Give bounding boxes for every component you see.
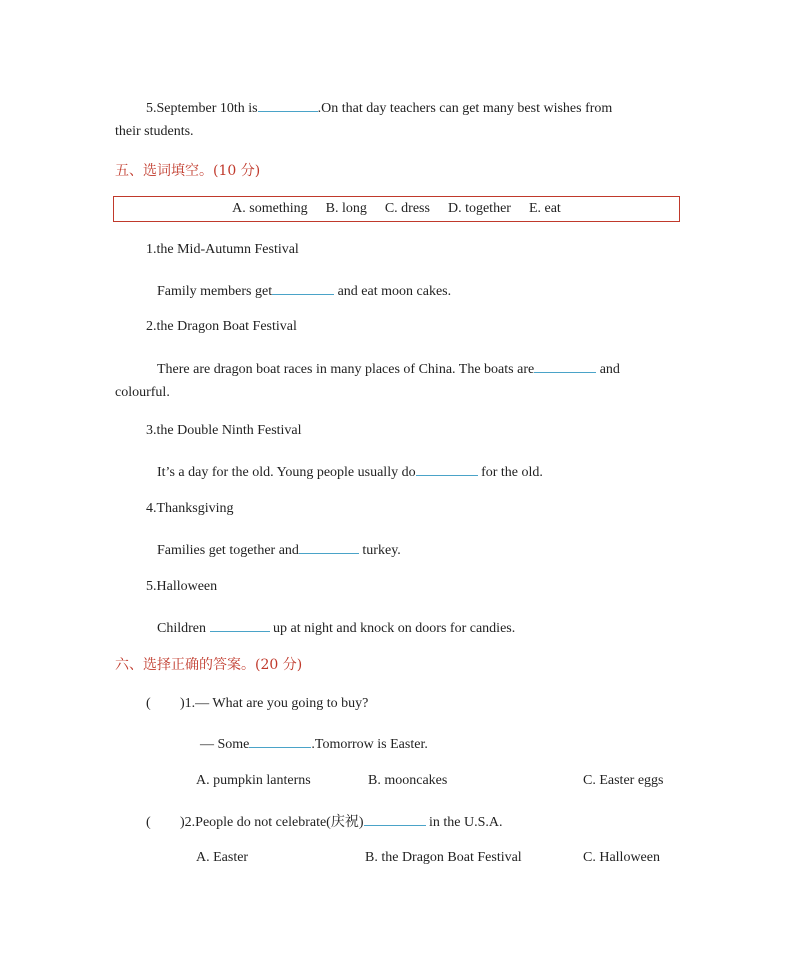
s6-q1-paren-close: ) bbox=[180, 696, 185, 711]
s6-q1-option-b[interactable]: B. mooncakes bbox=[368, 773, 448, 788]
s5-item3-sentence bbox=[157, 461, 543, 482]
s5-item4-blank[interactable] bbox=[299, 539, 359, 554]
s5-item3-post: for the old. bbox=[477, 465, 543, 480]
s6-q2-question bbox=[146, 811, 503, 832]
s5-item4-post: turkey. bbox=[358, 543, 401, 558]
s5-item5-sentence bbox=[157, 617, 515, 638]
s5-item5-blank[interactable] bbox=[210, 617, 270, 632]
s5-item2-blank[interactable] bbox=[534, 358, 596, 373]
s5-item3-title: 3.the Double Ninth Festival bbox=[146, 423, 302, 438]
word-option-e: E. eat bbox=[528, 201, 561, 216]
s5-item1-sentence bbox=[157, 280, 451, 301]
s5-item3-pre: It’s a day for the old. Young people usually do bbox=[157, 465, 416, 480]
s5-item3-blank[interactable] bbox=[416, 461, 478, 476]
s6-q1-answer bbox=[200, 733, 428, 754]
word-bank-box bbox=[113, 196, 680, 222]
s5-item2-post: and bbox=[596, 362, 620, 377]
s5-item2-title: 2.the Dragon Boat Festival bbox=[146, 319, 297, 334]
q5-line1 bbox=[146, 97, 612, 118]
s6-q2-option-b[interactable]: B. the Dragon Boat Festival bbox=[365, 850, 522, 865]
s6-q1-blank[interactable] bbox=[249, 733, 311, 748]
s5-item4-pre: Families get together and bbox=[157, 543, 299, 558]
s5-item1-pre: Family members get bbox=[157, 284, 273, 299]
s6-q1-option-c[interactable]: C. Easter eggs bbox=[583, 773, 664, 788]
s6-q1-text: 1.— What are you going to buy? bbox=[184, 696, 369, 711]
s6-q2-paren-close: ) bbox=[180, 815, 185, 830]
s6-q1-option-a[interactable]: A. pumpkin lanterns bbox=[196, 773, 311, 788]
word-option-d: D. together bbox=[447, 201, 511, 216]
word-option-a: A. something bbox=[232, 201, 308, 216]
s6-q2-paren-open[interactable]: ( bbox=[146, 815, 151, 830]
s6-q2-option-a[interactable]: A. Easter bbox=[196, 850, 249, 865]
word-option-c: C. dress bbox=[384, 201, 430, 216]
s6-q2-blank[interactable] bbox=[364, 811, 426, 826]
s5-item4-sentence bbox=[157, 539, 401, 560]
q5-text-b: .On that day teachers can get many best wishes from bbox=[317, 101, 613, 116]
section6-heading: 六、选择正确的答案。(20 分) bbox=[115, 657, 303, 673]
s5-item5-post: up at night and knock on doors for candies. bbox=[269, 621, 516, 636]
q5-line2: their students. bbox=[115, 124, 194, 139]
s5-item1-blank[interactable] bbox=[272, 280, 334, 295]
section5-heading: 五、选词填空。(10 分) bbox=[115, 163, 261, 179]
s5-item2-sentence bbox=[157, 358, 620, 379]
s6-q1-answer-pre: — Some bbox=[200, 737, 250, 752]
q5-blank[interactable] bbox=[258, 97, 318, 112]
s5-item5-pre: Children bbox=[157, 621, 210, 636]
s5-item5-title: 5.Halloween bbox=[146, 579, 218, 594]
s5-item2-cont: colourful. bbox=[115, 385, 170, 400]
s6-q1-question bbox=[146, 695, 368, 713]
s5-item4-title: 4.Thanksgiving bbox=[146, 501, 234, 516]
word-option-b: B. long bbox=[325, 201, 367, 216]
s6-q1-answer-post: .Tomorrow is Easter. bbox=[311, 737, 428, 752]
s6-q2-text-post: in the U.S.A. bbox=[425, 815, 503, 830]
s6-q2-option-c[interactable]: C. Halloween bbox=[583, 850, 660, 865]
s5-item1-title: 1.the Mid-Autumn Festival bbox=[146, 242, 299, 257]
s6-q1-paren-open[interactable]: ( bbox=[146, 696, 151, 711]
s6-q2-text-pre: 2.People do not celebrate(庆祝) bbox=[184, 815, 364, 830]
q5-text-a: 5.September 10th is bbox=[146, 101, 258, 116]
s5-item1-post: and eat moon cakes. bbox=[334, 284, 452, 299]
s5-item2-pre: There are dragon boat races in many places of China. The boats are bbox=[157, 362, 535, 377]
